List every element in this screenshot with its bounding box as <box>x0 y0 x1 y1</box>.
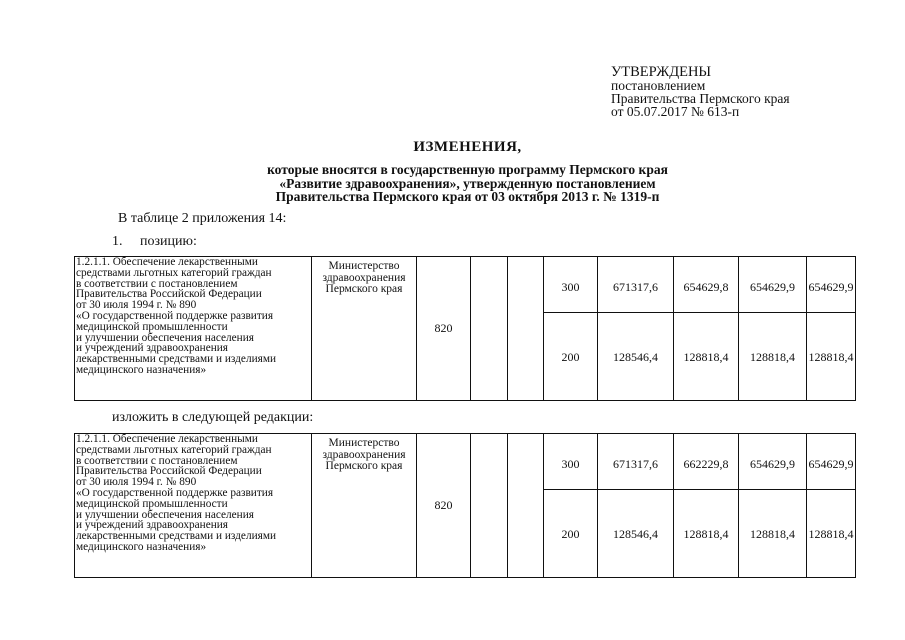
ministry-code: 820 <box>417 434 471 578</box>
subtitle-line: которые вносятся в государственную программу Пермского края <box>267 162 668 177</box>
approval-line: постановлением <box>611 78 706 93</box>
amount-cell: 671317,6 <box>598 257 674 313</box>
amount-cell: 654629,9 <box>739 434 807 490</box>
approval-heading: УТВЕРЖДЕНЫ <box>611 64 712 80</box>
ministry-code: 820 <box>417 257 471 401</box>
table-old-position <box>74 256 856 401</box>
empty-cell <box>471 257 508 401</box>
replace-instruction: изложить в следующей редакции: <box>112 410 314 425</box>
subtitle-line: Правительства Пермского края от 03 октября 2013 г. № 1319-п <box>275 189 660 204</box>
empty-cell <box>471 434 508 578</box>
expense-type: 200 <box>544 490 598 578</box>
subtitle-line: «Развитие здравоохранения», утвержденную постановлением <box>279 175 656 191</box>
amount-cell: 128546,4 <box>598 313 674 401</box>
amount-cell: 128546,4 <box>598 490 674 578</box>
approval-date: от 05.07.2017 № 613-п <box>611 104 740 119</box>
expense-type: 300 <box>544 434 598 490</box>
position-description: 1.2.1.1. Обеспечение лекарственными средствами льготных категорий граждан в соответствии с постановлением Правительства Российской Федерации от 30 июля 1994 г. № 890 «О государственной поддержке развития медицинской промышленности и улучшении обеспечения населения и учреждений здравоохранения лекарственными средствами и изделиями медицинского назначения» <box>75 257 312 401</box>
amount-cell: 128818,4 <box>674 313 739 401</box>
responsible-organization: Министерство здравоохранения Пермского края <box>312 257 417 401</box>
amount-cell: 654629,9 <box>739 257 807 313</box>
document-title: ИЗМЕНЕНИЯ, <box>413 139 522 155</box>
item-text: позицию: <box>140 234 197 249</box>
approval-line: Правительства Пермского края <box>611 91 790 106</box>
empty-cell <box>508 257 544 401</box>
expense-type: 200 <box>544 313 598 401</box>
amount-cell: 662229,8 <box>674 434 739 490</box>
amount-cell: 128818,4 <box>739 490 807 578</box>
amount-cell: 128818,4 <box>807 313 856 401</box>
amount-cell: 654629,8 <box>674 257 739 313</box>
document-subtitle <box>0 163 905 204</box>
amount-cell: 654629,9 <box>807 434 856 490</box>
amount-cell: 128818,4 <box>739 313 807 401</box>
empty-cell <box>508 434 544 578</box>
item-number: 1. <box>112 234 123 249</box>
amount-cell: 128818,4 <box>807 490 856 578</box>
intro-paragraph: В таблице 2 приложения 14: <box>118 211 287 226</box>
responsible-organization: Министерство здравоохранения Пермского края <box>312 434 417 578</box>
amount-cell: 671317,6 <box>598 434 674 490</box>
amount-cell: 128818,4 <box>674 490 739 578</box>
table-new-position <box>74 433 856 578</box>
position-description: 1.2.1.1. Обеспечение лекарственными средствами льготных категорий граждан в соответствии с постановлением Правительства Российской Федерации от 30 июля 1994 г. № 890 «О государственной поддержке развития медицинской промышленности и улучшении обеспечения населения и учреждений здравоохранения лекарственными средствами и изделиями медицинского назначения» <box>75 434 312 578</box>
expense-type: 300 <box>544 257 598 313</box>
approval-block <box>611 66 790 118</box>
amount-cell: 654629,9 <box>807 257 856 313</box>
